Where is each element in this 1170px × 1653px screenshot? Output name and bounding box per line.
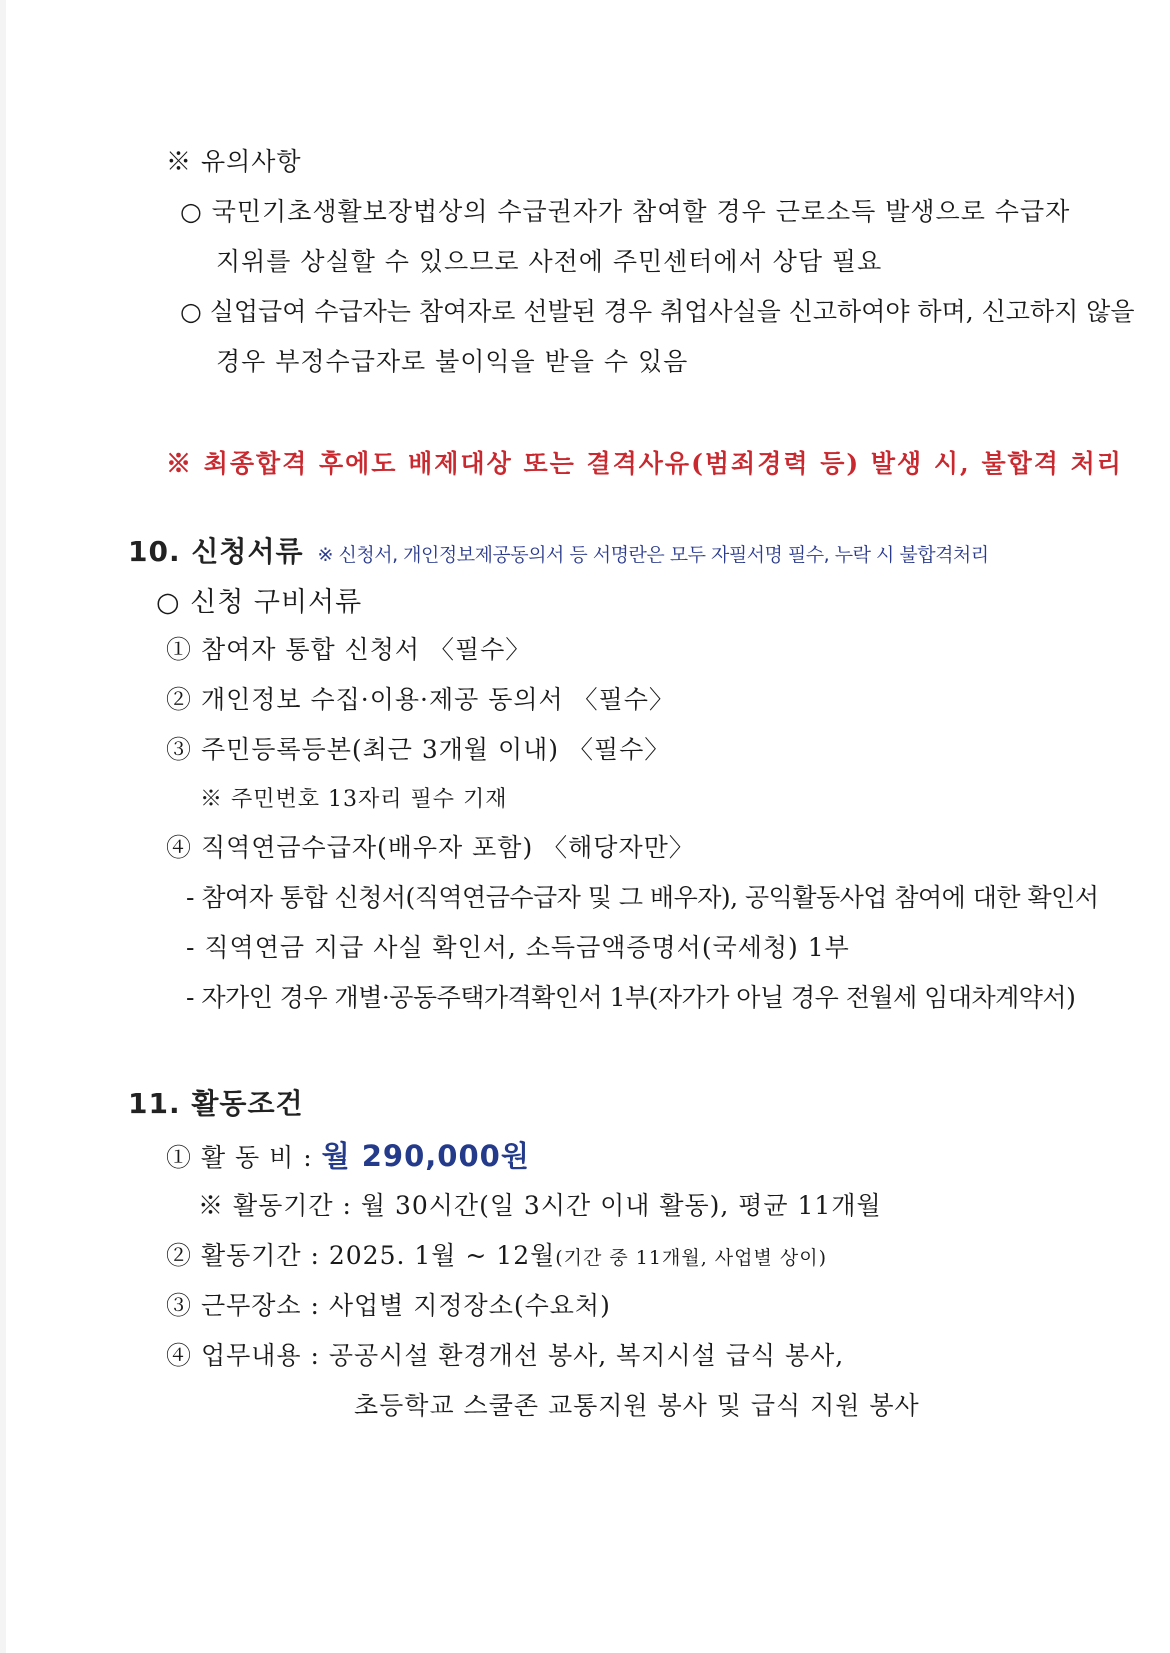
activity-period-label: ② 활동기간 : (166, 1241, 320, 1270)
document-item-2: ② 개인정보 수집·이용·제공 동의서 〈필수〉 (166, 685, 675, 714)
work-place: ③ 근무장소 : 사업별 지정장소(수요처) (166, 1291, 611, 1320)
scan-edge (0, 0, 6, 1653)
document-item-3: ③ 주민등록등본(최근 3개월 이내) 〈필수〉 (166, 735, 671, 764)
notes-item-2-line-1: ○ 실업급여 수급자는 참여자로 선발된 경우 취업사실을 신고하여야 하며, 신고하지 않을 (180, 297, 1135, 326)
work-content-line-2: 초등학교 스쿨존 교통지원 봉사 및 급식 지원 봉사 (354, 1391, 920, 1420)
notes-item-1-line-2: 지위를 상실할 수 있으므로 사전에 주민센터에서 상담 필요 (216, 247, 883, 276)
work-content-line-1: ④ 업무내용 : 공공시설 환경개선 봉사, 복지시설 급식 봉사, (166, 1341, 845, 1370)
document-item-4-sub-3: - 자가인 경우 개별·공동주택가격확인서 1부(자가가 아닐 경우 전월세 임대차계약서) (186, 983, 1076, 1012)
activity-pay-value: 월 290,000원 (321, 1139, 530, 1173)
notes-item-1-line-1: ○ 국민기초생활보장법상의 수급권자가 참여할 경우 근로소득 발생으로 수급자 (180, 197, 1071, 226)
notes-title: ※ 유의사항 (166, 147, 302, 176)
document-item-4-sub-2: - 직역연금 지급 사실 확인서, 소득금액증명서(국세청) 1부 (186, 933, 850, 962)
document-item-1: ① 참여자 통합 신청서 〈필수〉 (166, 635, 532, 664)
section-10-heading (128, 530, 989, 570)
document-item-4: ④ 직역연금수급자(배우자 포함) 〈해당자만〉 (166, 833, 695, 862)
section-10-title: 10. 신청서류 (128, 535, 304, 568)
notes-item-2-line-2: 경우 부정수급자로 불이익을 받을 수 있음 (216, 347, 689, 376)
activity-period-note: (기간 중 11개월, 사업별 상이) (555, 1247, 827, 1269)
activity-pay-label: ① 활 동 비 : (166, 1143, 313, 1172)
signature-note: ※ 신청서, 개인정보제공동의서 등 서명란은 모두 자필서명 필수, 누락 시 불합격처리 (317, 544, 989, 566)
disqualification-warning: ※ 최종합격 후에도 배제대상 또는 결격사유(범죄경력 등) 발생 시, 불합격 처리 (166, 449, 1123, 478)
document-item-4-sub-1: - 참여자 통합 신청서(직역연금수급자 및 그 배우자), 공익활동사업 참여에 대한 확인서 (186, 883, 1099, 912)
section-11-title: 11. 활동조건 (128, 1087, 304, 1120)
activity-period-value: 2025. 1월 ~ 12월 (328, 1241, 556, 1270)
activity-period-row (166, 1236, 827, 1272)
activity-hours-note: ※ 활동기간 : 월 30시간(일 3시간 이내 활동), 평균 11개월 (198, 1191, 882, 1220)
required-documents-subheading: ○ 신청 구비서류 (156, 587, 363, 618)
resident-number-note: ※ 주민번호 13자리 필수 기재 (200, 787, 508, 812)
activity-pay-row (166, 1134, 530, 1175)
